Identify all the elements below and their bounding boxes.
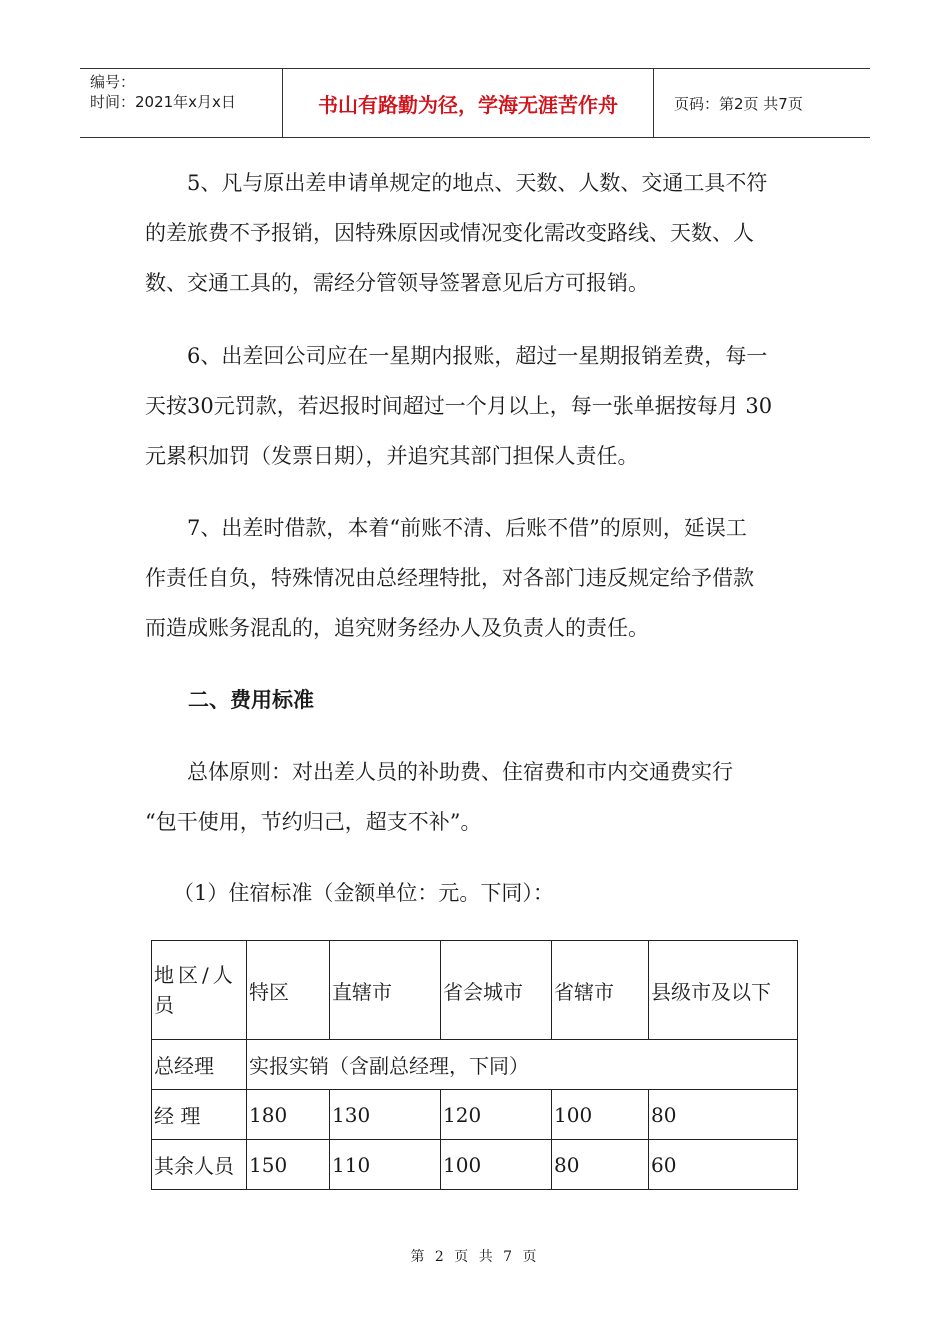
table-cell: 180 <box>247 1090 330 1140</box>
paragraph-line: 7、出差时借款，本着“前账不清、后账不借”的原则，延误工 <box>187 516 747 540</box>
date-label: 时间：2021年x月x日 <box>90 93 236 111</box>
paragraph-5 <box>145 158 825 308</box>
table-cell: 150 <box>247 1140 330 1190</box>
paragraph-line: 总体原则：对出差人员的补助费、住宿费和市内交通费实行 <box>187 760 733 784</box>
table-cell: 80 <box>649 1090 798 1140</box>
table-row <box>152 1140 798 1190</box>
lodging-standard-table <box>151 940 798 1190</box>
paragraph-line: 5、凡与原出差申请单规定的地点、天数、人数、交通工具不符 <box>187 171 768 195</box>
paragraph-line: 元累积加罚（发票日期），并追究其部门担保人责任。 <box>145 444 639 468</box>
header-cell: 县级市及以下 <box>649 941 798 1040</box>
paragraph-line: 作责任自负，特殊情况由总经理特批，对各部门违反规定给予借款 <box>145 566 754 590</box>
paragraph-line: “包干使用，节约归己，超支不补”。 <box>145 810 482 834</box>
principle-paragraph <box>145 747 825 847</box>
row-label: 总经理 <box>152 1040 247 1090</box>
section-title: 二、费用标准 <box>188 688 314 712</box>
table-caption <box>173 868 853 918</box>
paragraph-line: 天按30元罚款，若迟报时间超过一个月以上，每一张单据按每月 30 <box>145 394 773 418</box>
paragraph-line: 的差旅费不予报销，因特殊原因或情况变化需改变路线、天数、人 <box>145 221 754 245</box>
paragraph-line: 而造成账务混乱的，追究财务经办人及负责人的责任。 <box>145 616 649 640</box>
header-motto: 书山有路勤为径，学海无涯苦作舟 <box>283 69 654 137</box>
gm-note: 实报实销（含副总经理，下同） <box>247 1040 798 1090</box>
table-cell: 60 <box>649 1140 798 1190</box>
header-meta-cell <box>80 69 283 137</box>
table-cell: 100 <box>552 1090 649 1140</box>
table-header-row <box>152 941 798 1040</box>
number-label: 编号： <box>90 73 136 91</box>
row-label: 经 理 <box>152 1090 247 1140</box>
table-cell: 80 <box>552 1140 649 1190</box>
table-caption-text: （1）住宿标准（金额单位：元。下同）： <box>173 881 554 905</box>
table-row-gm <box>152 1040 798 1090</box>
header-cell: 省会城市 <box>441 941 552 1040</box>
paragraph-line: 数、交通工具的，需经分管领导签署意见后方可报销。 <box>145 271 649 295</box>
paragraph-6 <box>145 331 825 481</box>
header-cell-region-staff: 地区/人员 <box>152 941 247 1040</box>
header-cell: 特区 <box>247 941 330 1040</box>
table-cell: 120 <box>441 1090 552 1140</box>
header-cell: 省辖市 <box>552 941 649 1040</box>
table-cell: 100 <box>441 1140 552 1190</box>
header-cell: 直辖市 <box>330 941 441 1040</box>
row-label: 其余人员 <box>152 1140 247 1190</box>
page-header <box>80 68 870 138</box>
paragraph-line: 6、出差回公司应在一星期内报账，超过一星期报销差费，每一 <box>187 344 768 368</box>
header-page-info <box>664 69 870 137</box>
table-cell: 110 <box>330 1140 441 1190</box>
paragraph-7 <box>145 503 825 653</box>
page-footer: 第 2 页 共 7 页 <box>410 1249 540 1265</box>
table-row <box>152 1090 798 1140</box>
table-cell: 130 <box>330 1090 441 1140</box>
page-info-text: 页码：第2页 共7页 <box>674 94 803 113</box>
